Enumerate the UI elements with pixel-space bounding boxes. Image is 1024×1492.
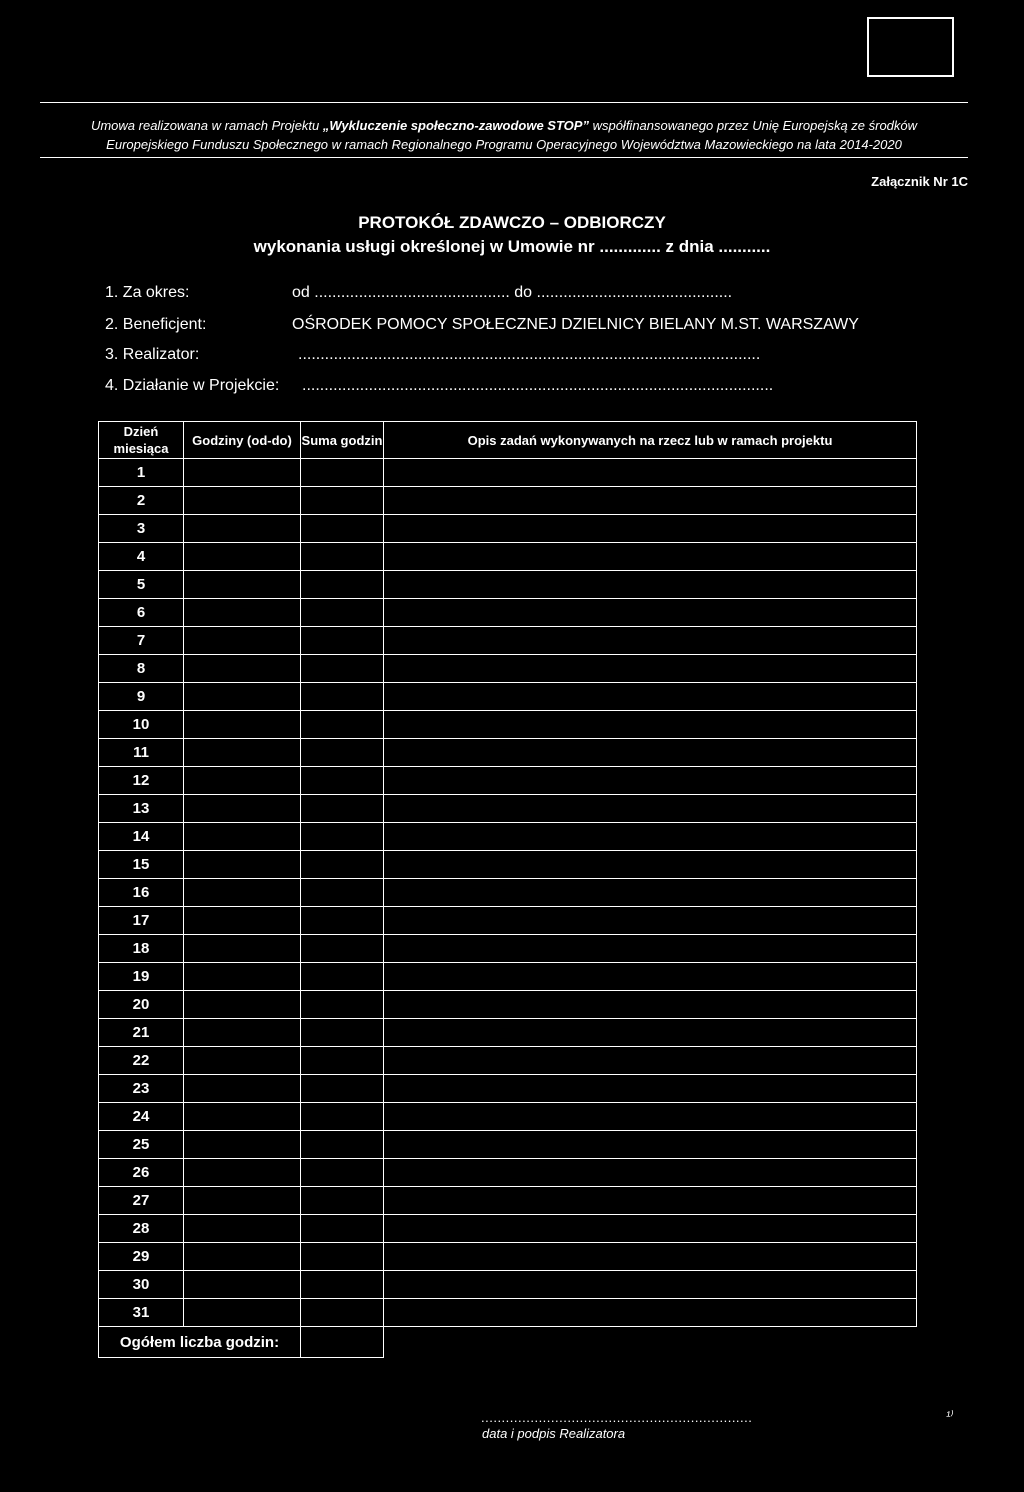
sum-cell[interactable]	[301, 879, 384, 907]
hours-cell[interactable]	[184, 907, 301, 935]
sum-cell[interactable]	[301, 1215, 384, 1243]
sum-cell[interactable]	[301, 1187, 384, 1215]
header-bottom-rule	[40, 157, 968, 158]
hours-cell[interactable]	[184, 1103, 301, 1131]
day-number-cell: 7	[99, 627, 184, 655]
total-row	[99, 1327, 917, 1358]
description-cell[interactable]	[384, 907, 917, 935]
table-row	[99, 907, 917, 935]
sum-cell[interactable]	[301, 515, 384, 543]
beneficiary-value: OŚRODEK POMOCY SPOŁECZNEJ DZIELNICY BIELANY M.ST. WARSZAWY	[292, 316, 859, 333]
document-subtitle: wykonania usługi określonej w Umowie nr ............. z dnia ...........	[253, 237, 771, 256]
sum-cell[interactable]	[301, 1019, 384, 1047]
hours-cell[interactable]	[184, 487, 301, 515]
description-cell[interactable]	[384, 1299, 917, 1327]
period-label: 1. Za okres:	[105, 284, 190, 301]
corner-stamp-box	[867, 17, 954, 77]
description-cell[interactable]	[384, 571, 917, 599]
table-header-row	[99, 422, 917, 459]
sum-cell[interactable]	[301, 1075, 384, 1103]
description-cell[interactable]	[384, 655, 917, 683]
day-number-cell: 24	[99, 1103, 184, 1131]
day-number-cell: 13	[99, 795, 184, 823]
sum-cell[interactable]	[301, 487, 384, 515]
table-row	[99, 739, 917, 767]
header-description: Opis zadań wykonywanych na rzecz lub w ramach projektu	[384, 422, 917, 459]
sum-cell[interactable]	[301, 1131, 384, 1159]
contractor-label: 3. Realizator:	[105, 346, 200, 363]
description-cell[interactable]	[384, 1215, 917, 1243]
hours-cell[interactable]	[184, 1075, 301, 1103]
description-cell[interactable]	[384, 1019, 917, 1047]
sum-cell[interactable]	[301, 935, 384, 963]
day-number-cell: 15	[99, 851, 184, 879]
hours-cell[interactable]	[184, 879, 301, 907]
description-cell[interactable]	[384, 599, 917, 627]
description-cell[interactable]	[384, 991, 917, 1019]
table-row	[99, 795, 917, 823]
day-number-cell: 6	[99, 599, 184, 627]
day-number-cell: 10	[99, 711, 184, 739]
hours-cell[interactable]	[184, 767, 301, 795]
table-row	[99, 571, 917, 599]
day-number-cell: 1	[99, 459, 184, 487]
table-row	[99, 711, 917, 739]
day-number-cell: 9	[99, 683, 184, 711]
description-cell[interactable]	[384, 739, 917, 767]
description-cell[interactable]	[384, 1271, 917, 1299]
total-hours-label: Ogółem liczba godzin:	[99, 1327, 301, 1358]
sum-cell[interactable]	[301, 907, 384, 935]
sum-cell[interactable]	[301, 459, 384, 487]
sum-cell[interactable]	[301, 963, 384, 991]
description-cell[interactable]	[384, 459, 917, 487]
project-action-label: 4. Działanie w Projekcie:	[105, 377, 280, 394]
hours-cell[interactable]	[184, 1187, 301, 1215]
total-row-spacer	[384, 1327, 917, 1358]
day-number-cell: 17	[99, 907, 184, 935]
hours-cell[interactable]	[184, 963, 301, 991]
day-number-cell: 31	[99, 1299, 184, 1327]
hours-cell[interactable]	[184, 1159, 301, 1187]
sum-cell[interactable]	[301, 711, 384, 739]
table-row	[99, 1243, 917, 1271]
day-number-cell: 25	[99, 1131, 184, 1159]
table-row	[99, 1187, 917, 1215]
description-cell[interactable]	[384, 683, 917, 711]
table-row	[99, 1131, 917, 1159]
header-hours: Godziny (od-do)	[184, 422, 301, 459]
hours-cell[interactable]	[184, 1047, 301, 1075]
description-cell[interactable]	[384, 795, 917, 823]
table-row	[99, 1215, 917, 1243]
header-top-rule	[40, 102, 968, 103]
hours-cell[interactable]	[184, 683, 301, 711]
description-cell[interactable]	[384, 1159, 917, 1187]
day-number-cell: 14	[99, 823, 184, 851]
day-number-cell: 22	[99, 1047, 184, 1075]
hours-cell[interactable]	[184, 1299, 301, 1327]
table-row	[99, 543, 917, 571]
sum-cell[interactable]	[301, 1271, 384, 1299]
table-row	[99, 683, 917, 711]
hours-cell[interactable]	[184, 515, 301, 543]
hours-cell[interactable]	[184, 571, 301, 599]
sum-cell[interactable]	[301, 571, 384, 599]
hours-cell[interactable]	[184, 935, 301, 963]
attachment-number: Załącznik Nr 1C	[871, 174, 968, 189]
sum-cell[interactable]	[301, 1299, 384, 1327]
table-row	[99, 767, 917, 795]
hours-cell[interactable]	[184, 795, 301, 823]
sum-cell[interactable]	[301, 543, 384, 571]
day-number-cell: 27	[99, 1187, 184, 1215]
table-row	[99, 823, 917, 851]
day-number-cell: 19	[99, 963, 184, 991]
project-action-value[interactable]: ..........................................................................................................	[302, 377, 774, 394]
table-row	[99, 515, 917, 543]
table-row	[99, 1103, 917, 1131]
sum-cell[interactable]	[301, 991, 384, 1019]
table-row	[99, 1271, 917, 1299]
hours-cell[interactable]	[184, 991, 301, 1019]
day-number-cell: 8	[99, 655, 184, 683]
sum-cell[interactable]	[301, 627, 384, 655]
hours-cell[interactable]	[184, 627, 301, 655]
hours-cell[interactable]	[184, 1215, 301, 1243]
description-cell[interactable]	[384, 935, 917, 963]
table-row	[99, 991, 917, 1019]
day-number-cell: 21	[99, 1019, 184, 1047]
sum-cell[interactable]	[301, 1103, 384, 1131]
sum-cell[interactable]	[301, 767, 384, 795]
contractor-value[interactable]: ........................................................................................................	[298, 346, 761, 363]
sum-cell[interactable]	[301, 655, 384, 683]
hours-cell[interactable]	[184, 711, 301, 739]
hours-cell[interactable]	[184, 851, 301, 879]
table-row	[99, 851, 917, 879]
description-cell[interactable]	[384, 767, 917, 795]
hours-cell[interactable]	[184, 459, 301, 487]
project-header-line-1: Umowa realizowana w ramach Projektu „Wykluczenie społeczno-zawodowe STOP” współfinansowanego przez Unię Europejską ze środków	[90, 118, 918, 133]
description-cell[interactable]	[384, 823, 917, 851]
sum-cell[interactable]	[301, 683, 384, 711]
table-row	[99, 655, 917, 683]
day-number-cell: 5	[99, 571, 184, 599]
description-cell[interactable]	[384, 1243, 917, 1271]
hours-cell[interactable]	[184, 1131, 301, 1159]
table-row	[99, 963, 917, 991]
sum-cell[interactable]	[301, 823, 384, 851]
description-cell[interactable]	[384, 963, 917, 991]
document-title: PROTOKÓŁ ZDAWCZO – ODBIORCZY	[358, 213, 666, 232]
day-number-cell: 23	[99, 1075, 184, 1103]
day-number-cell: 12	[99, 767, 184, 795]
table-row	[99, 459, 917, 487]
sum-cell[interactable]	[301, 1047, 384, 1075]
hours-cell[interactable]	[184, 1019, 301, 1047]
day-number-cell: 26	[99, 1159, 184, 1187]
description-cell[interactable]	[384, 711, 917, 739]
sum-cell[interactable]	[301, 1159, 384, 1187]
day-number-cell: 18	[99, 935, 184, 963]
hours-cell[interactable]	[184, 1271, 301, 1299]
table-row	[99, 599, 917, 627]
table-row	[99, 1019, 917, 1047]
beneficiary-label: 2. Beneficjent:	[105, 316, 207, 333]
description-cell[interactable]	[384, 1131, 917, 1159]
hours-cell[interactable]	[184, 739, 301, 767]
hours-cell[interactable]	[184, 655, 301, 683]
signature-label: data i podpis Realizatora	[482, 1426, 626, 1441]
table-row	[99, 1159, 917, 1187]
footnote-mark: ¹⁾	[946, 1408, 954, 1423]
sum-cell[interactable]	[301, 739, 384, 767]
table-row	[99, 879, 917, 907]
table-row	[99, 1299, 917, 1327]
description-cell[interactable]	[384, 543, 917, 571]
table-row	[99, 1047, 917, 1075]
hours-cell[interactable]	[184, 823, 301, 851]
sum-cell[interactable]	[301, 599, 384, 627]
day-number-cell: 28	[99, 1215, 184, 1243]
description-cell[interactable]	[384, 1047, 917, 1075]
hours-cell[interactable]	[184, 599, 301, 627]
header-day: Dzień miesiąca	[99, 422, 184, 459]
project-header-line-2: Europejskiego Funduszu Społecznego w ramach Regionalnego Programu Operacyjnego Województwa Mazowieckiego na lata 2014-2020	[106, 137, 902, 152]
period-value[interactable]: od ............................................ do ............................................	[292, 284, 733, 301]
description-cell[interactable]	[384, 627, 917, 655]
day-number-cell: 11	[99, 739, 184, 767]
day-number-cell: 16	[99, 879, 184, 907]
description-cell[interactable]	[384, 879, 917, 907]
table-row	[99, 1075, 917, 1103]
description-cell[interactable]	[384, 515, 917, 543]
description-cell[interactable]	[384, 1075, 917, 1103]
description-cell[interactable]	[384, 851, 917, 879]
hours-cell[interactable]	[184, 543, 301, 571]
sum-cell[interactable]	[301, 1243, 384, 1271]
hours-cell[interactable]	[184, 1243, 301, 1271]
day-number-cell: 3	[99, 515, 184, 543]
description-cell[interactable]	[384, 1187, 917, 1215]
header-sum: Suma godzin	[301, 422, 384, 459]
day-number-cell: 2	[99, 487, 184, 515]
table-row	[99, 627, 917, 655]
table-row	[99, 487, 917, 515]
day-number-cell: 20	[99, 991, 184, 1019]
sum-cell[interactable]	[301, 795, 384, 823]
total-hours-value[interactable]	[301, 1327, 384, 1358]
table-row	[99, 935, 917, 963]
day-number-cell: 4	[99, 543, 184, 571]
day-number-cell: 30	[99, 1271, 184, 1299]
timesheet-table	[98, 421, 917, 1358]
day-number-cell: 29	[99, 1243, 184, 1271]
signature-line[interactable]: ..................................................................	[481, 1410, 753, 1425]
sum-cell[interactable]	[301, 851, 384, 879]
description-cell[interactable]	[384, 1103, 917, 1131]
description-cell[interactable]	[384, 487, 917, 515]
